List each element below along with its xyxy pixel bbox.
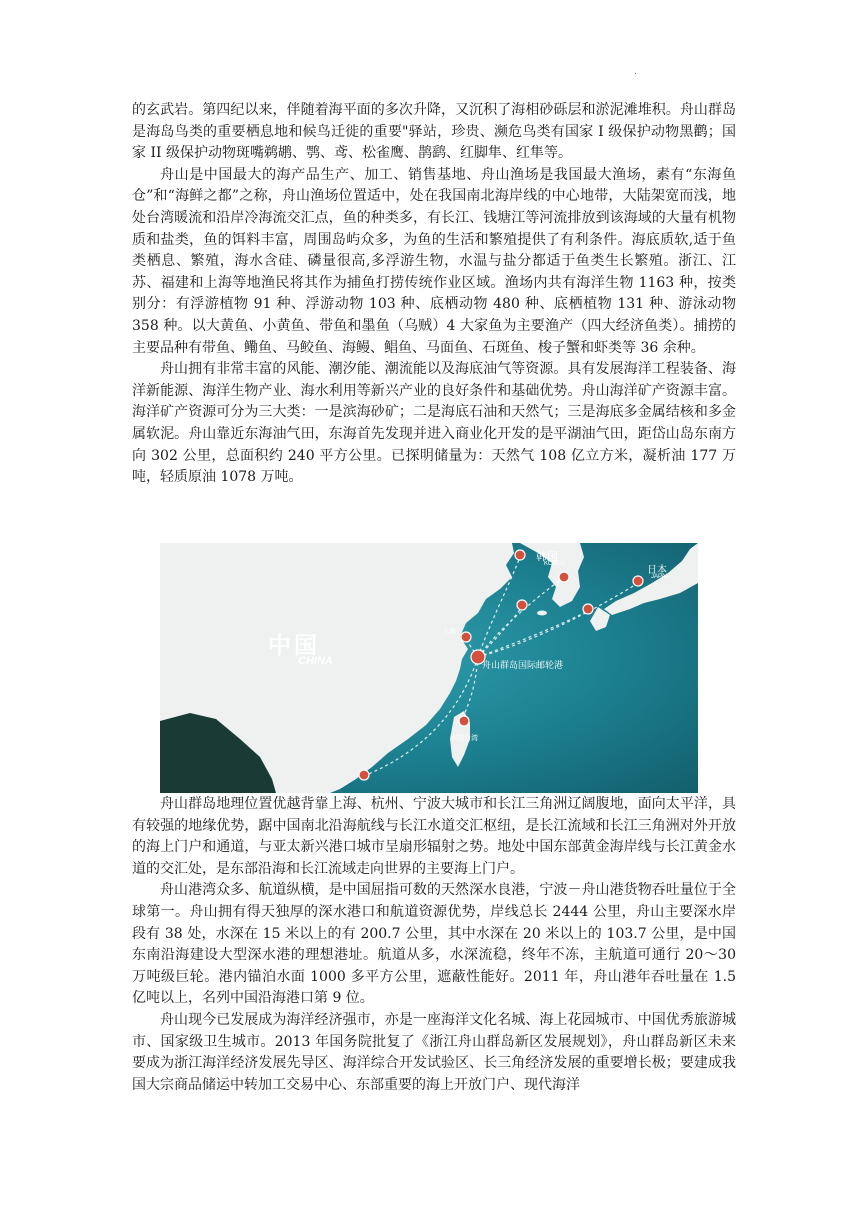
marker-japan [633, 576, 643, 586]
cruise-route-map [160, 543, 698, 793]
paragraph-location: 舟山群岛地理位置优越背靠上海、杭州、宁波大城市和长江三角洲辽阔腹地，面向太平洋，具有较强的地缘优势，踞中国南北沿海航线与长江水道交汇枢纽，是长江流域和长江三角洲对外开放的海上门户和通道，与亚太新兴港口城市呈扇形辐射之势。地处中国东部黄金海岸线与长江黄金水道的交汇处，是东部沿海和长江流域走向世界的主要海上门户。 [132, 796, 736, 877]
map-label-japan-en: JAPAN [651, 574, 670, 580]
route-to-jeju [478, 607, 522, 657]
article-text-bottom [132, 794, 736, 1096]
paragraph-fishery: 舟山是中国最大的海产品生产、加工、销售基地、舟山渔场是我国最大渔场，素有“东海鱼仓”和“海鲜之都”之称，舟山渔场位置适中，处在我国南北海岸线的中心地带，大陆架宽而浅，地处台湾暖流和沿岸冷海流交汇点，鱼的种类多，有长江、钱塘江等河流排放到该海域的大量有机物质和盐类，鱼的饵料丰富，周围岛屿众多，为鱼的生活和繁殖提供了有利条件。海底质软,适于鱼类栖息、繁殖，海水含硅、磷量很高,多浮游生物，水温与盐分都适于鱼类生长繁殖。浙江、江苏、福建和上海等地渔民将其作为捕鱼打捞传统作业区域。渔场内共有海洋生物 1163 种，按类别分：有浮游植物 91 种、浮游动物 103 种、底栖动物 480 种、底栖植物 131 种、游泳动物 358 种。以大黄鱼、小黄鱼、带鱼和墨鱼（乌贼）4 大家鱼为主要渔产（四大经济鱼类）。捕捞的主要品种有带鱼、鳓鱼、马鲛鱼、海鳗、鲳鱼、马面鱼、石斑鱼、梭子蟹和虾类等 36 余种。 [132, 166, 736, 356]
paragraph-development: 舟山现今已发展成为海洋经济强市，亦是一座海洋文化名城、海上花园城市、中国优秀旅游城市、国家级卫生城市。2013 年国务院批复了《浙江舟山群岛新区发展规划》，舟山群岛新区未来要成为浙江海洋经济发展先导区、海洋综合开发试验区、长三角经济发展的重要增长极；要建成我国大宗商品储运中转加工交易中心、东部重要的海上开放门户、现代海洋 [132, 1011, 736, 1093]
paragraph-port: 舟山港湾众多、航道纵横，是中国屈指可数的天然深水良港，宁波－舟山港货物吞吐量位于全球第一。舟山拥有得天独厚的深水港口和航道资源优势，岸线总长 2444 公里，舟山主要深水岸段有 38 处，水深在 15 米以上的有 200.7 公里，其中水深在 20 米以上的 103.7 公里，是中国东南沿海建设大型深水港的理想港址。航道从多，水深流稳，终年不冻，主航道可通行 20～30 万吨级巨轮。港内锚泊水面 1000 多平方公里，遮蔽性能好。2011 年，舟山港年吞吐量在 1.5 亿吨以上，名列中国沿海港口第 9 位。 [132, 882, 736, 1007]
marker-hongkong [359, 770, 369, 780]
map-label-china: 中国 [268, 632, 320, 658]
marker-jeju [517, 600, 527, 610]
route-to-taiwan [462, 657, 478, 719]
map-graphic [160, 543, 698, 793]
marker-korea [559, 572, 569, 582]
route-to-japan-south [478, 611, 588, 657]
map-label-taiwan: 中国台湾 [450, 735, 478, 742]
marker-japan-south [583, 604, 593, 614]
paragraph-energy-minerals: 舟山拥有非常丰富的风能、潮汐能、潮流能以及海底油气等资源。具有发展海洋工程装备、海洋新能源、海洋生物产业、海水利用等新兴产业的良好条件和基础优势。舟山海洋矿产资源丰富。海洋矿产资源可分为三大类：一是滨海砂矿；二是海底石油和天然气；三是海底多金属结核和多金属软泥。舟山靠近东海油气田，东海首先发现并进入商业化开发的是平湖油气田，距岱山岛东南方向 302 公里，总面积约 240 平方公里。已探明储量为：天然气 108 亿立方米，凝析油 177 万吨，轻质原油 1078 万吨。 [132, 361, 736, 486]
marker-taiwan [459, 716, 469, 726]
article-text-top [132, 100, 736, 489]
map-label-korea: 韩国 [536, 551, 558, 563]
map-label-shanghai: 上海 [442, 628, 456, 635]
map-label-korea-en: KOREA [544, 561, 566, 567]
paragraph-geology-birds: 的玄武岩。第四纪以来，伴随着海平面的多次升降，又沉积了海相砂砾层和淤泥滩堆积。舟山群岛是海岛鸟类的重要栖息地和候鸟迁徙的重要"驿站，珍贵、濒危鸟类有国家 I 级保护动物黑鹳；国家 II 级保护动物斑嘴鹈鹕、鹗、鸢、松雀鹰、鹊鹞、红脚隼、红隼等。 [132, 102, 736, 162]
marker-shanghai [461, 632, 471, 642]
map-label-port: 舟山群岛国际邮轮港 [482, 660, 564, 670]
marker-korea-north [515, 550, 525, 560]
page-corner-mark: . [634, 66, 637, 77]
map-label-china-en: CHINA [298, 655, 333, 667]
map-label-japan: 日本 [647, 565, 667, 576]
jeju-island [537, 611, 547, 616]
